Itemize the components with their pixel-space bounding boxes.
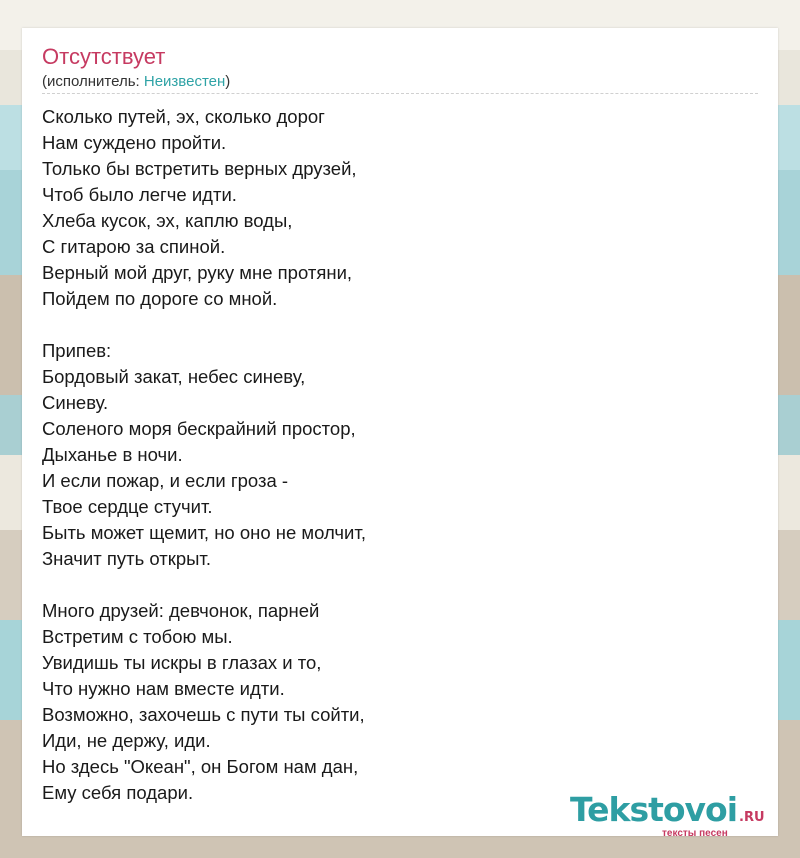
artist-link[interactable]: Неизвестен <box>143 73 226 90</box>
lyrics-text: Сколько путей, эх, сколько дорог Нам суждено пройти. Только бы встретить верных друзей, Чтоб было легче идти. Хлеба кусок, эх, каплю воды, С гитарою за спиной. Верный мой друг, руку мне протяни, Пойдем по дороге со мной. Припев: Бордовый закат, небес синеву, Синеву. Соленого моря бескрайний простор, Дыханье в ночи. И если пожар, и если гроза - Твое сердце стучит. Быть может щемит, но оно не молчит, Значит путь открыт. Много друзей: девчонок, парней Встретим с тобою мы. Увидишь ты искры в глазах и то, Что нужно нам вместе идти. Возможно, захочешь с пути ты сойти, Иди, не держу, иди. Но здесь "Океан", он Богом нам дан, Ему себя подари. <box>42 106 366 803</box>
header-divider <box>42 93 758 94</box>
lyrics-card <box>22 28 778 839</box>
artist-prefix: (исполнитель: <box>42 73 144 90</box>
logo-main-text: Tekstovoi <box>570 790 738 829</box>
song-title: Отсутствует <box>42 44 166 69</box>
logo-tagline: тексты песен <box>662 828 728 839</box>
artist-suffix: ) <box>225 73 231 90</box>
logo-domain: .RU <box>739 810 765 825</box>
artist-line <box>42 73 230 90</box>
site-logo[interactable] <box>570 790 765 839</box>
